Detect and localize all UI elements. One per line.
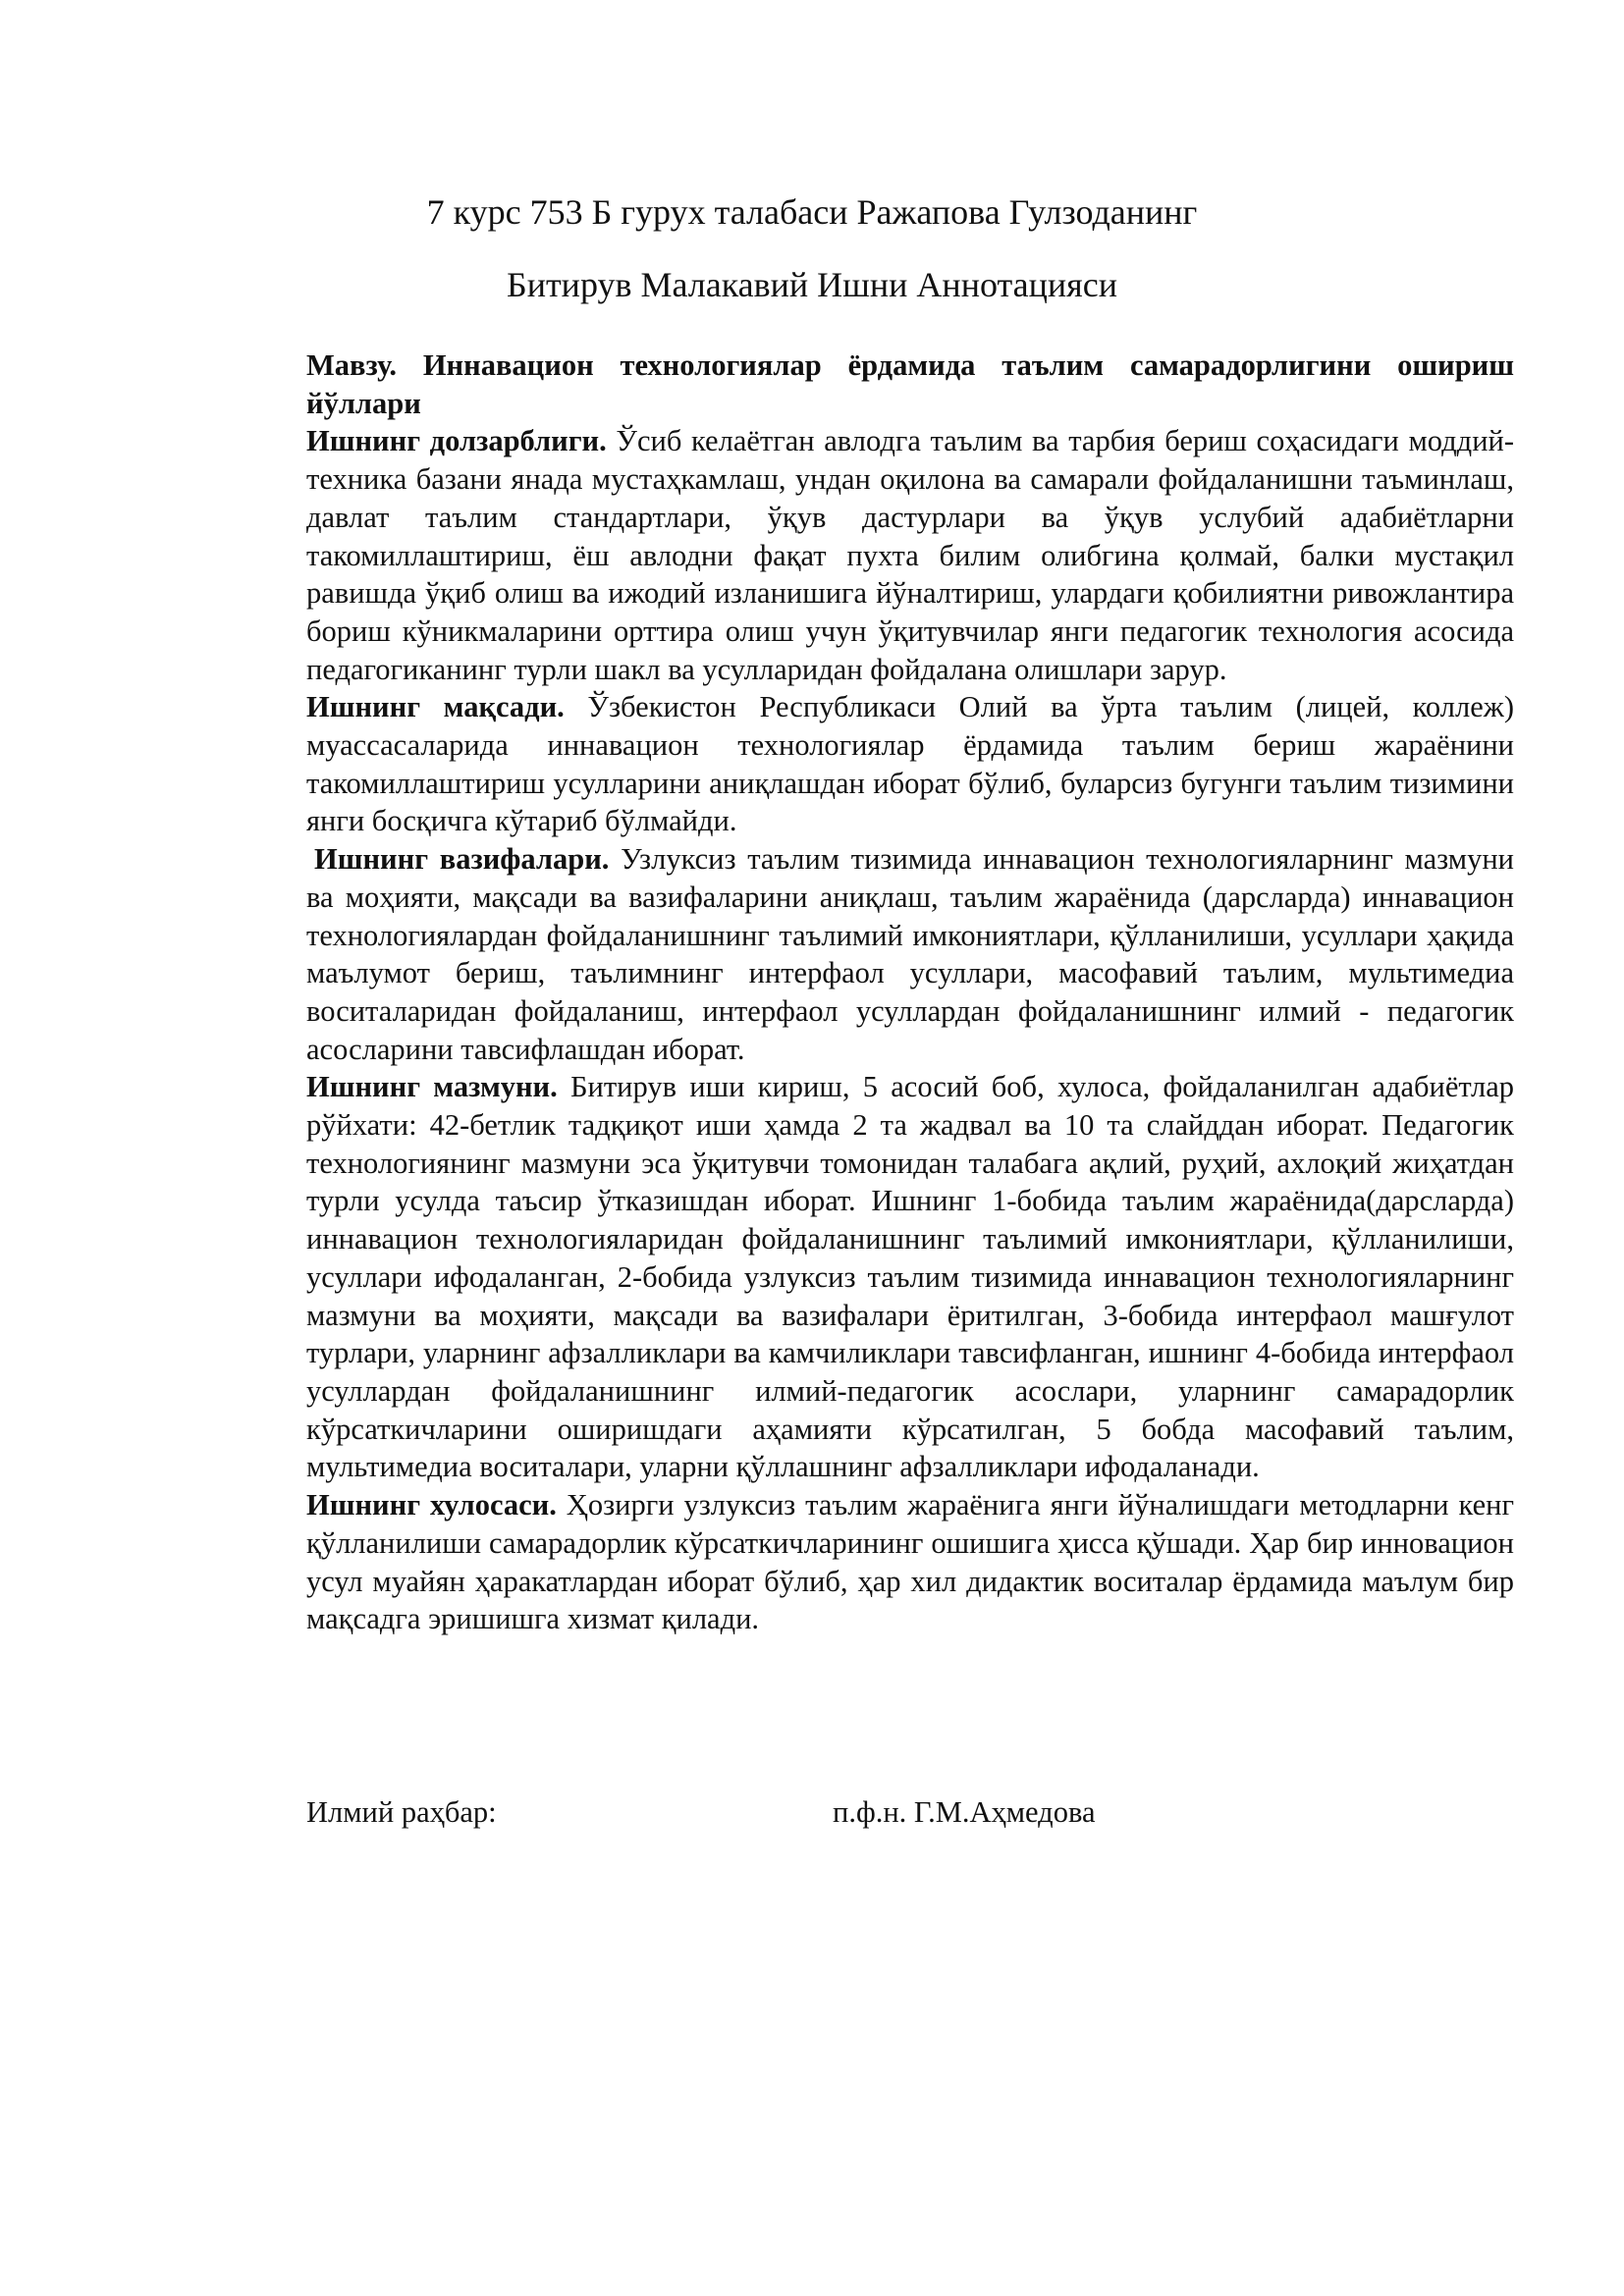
section-content — [306, 1068, 1514, 1486]
document-title — [0, 192, 1624, 304]
section-content-text: Битирув иши кириш, 5 асосий боб, хулоса, фойдаланилган адабиётлар рўйхати: 42-бетлик тадқиқот иши ҳамда 2 та жадвал ва 10 та слайддан иборат. Педагогик технологиянинг мазмуни эса ўқитувчи томонидан талабага ақлий, руҳий, ахлоқий жиҳатдан турли усулда таъсир ўтказишдан иборат. Ишнинг 1-бобида таълим жараёнида(дарсларда) иннавацион технологияларидан фойдаланишнинг таълимий имкониятлари, қўлланилиши, усуллари ифодаланган, 2-бобида узлуксиз таълим тизимида иннавацион технологияларнинг мазмуни ва моҳияти, мақсади ва вазифалари ёритилган, 3-бобида интерфаол машғулот турлари, уларнинг афзалликлари ва камчиликлари тавсифланган, ишнинг 4-бобида интерфаол усуллардан фойдаланишнинг илмий-педагогик асослари, уларнинг самарадорлик кўрсаткичларини оширишдаги аҳамияти кўрсатилган, 5 бобда масофавий таълим, мультимедиа воситалари, уларни қўллашнинг афзалликлари ифодаланади. — [306, 1070, 1514, 1484]
section-topic-text: Иннавацион технологиялар ёрдамида таълим самарадорлигини ошириш йўллари — [306, 348, 1514, 420]
section-relevance — [306, 422, 1514, 688]
section-goal-label: Ишнинг мақсади. — [306, 690, 565, 724]
section-relevance-text: Ўсиб келаётган авлодга таълим ва тарбия бериш соҳасидаги моддий-техника базани янада мустаҳкамлаш, ундан оқилона ва самарали фойдаланишни таъминлаш, давлат таълим стандартлари, ўқув дастурлари ва ўқув услубий адабиётларни такомиллаштириш, ёш авлодни фақат пухта билим олибгина қолмай, балки мустақил равишда ўқиб олиш ва ижодий изланишига йўналтириш, улардаги қобилиятни ривожлантира бориш кўникмаларини орттира олиш учун ўқитувчилар янги педагогик технология асосида педагогиканинг турли шакл ва усулларидан фойдалана олишлари зарур. — [306, 424, 1515, 686]
annotation-body — [306, 347, 1514, 1638]
section-content-label: Ишнинг мазмуни. — [306, 1070, 558, 1104]
section-conclusion-text: Ҳозирги узлуксиз таълим жараёнига янги йўналишдаги методларни кенг қўлланилиши самарадорлик кўрсаткичларининг ошишига ҳисса қўшади. Ҳар бир инновацион усул муайян ҳаракатлардан иборат бўлиб, ҳар хил дидактик воситалар ёрдамида маълум бир мақсадга эришишга хизмат қилади. — [306, 1488, 1514, 1636]
title-line-2: Битирув Малакавий Ишни Аннотацияси — [507, 265, 1117, 304]
section-goal — [306, 688, 1514, 840]
section-tasks-text: Узлуксиз таълим тизимида иннавацион технологияларнинг мазмуни ва моҳияти, мақсади ва вазифаларини аниқлаш, таълим жараёнида (дарсларда) иннавацион технологиялардан фойдаланишнинг таълимий имкониятлари, қўлланилиши, усуллари ҳақида маълумот бериш, таълимнинг интерфаол усуллари, масофавий таълим, мультимедиа воситаларидан фойдаланиш, интерфаол усуллардан фойдаланишнинг илмий - педагогик асосларини тавсифлашдан иборат. — [306, 842, 1514, 1066]
supervisor-name: п.ф.н. Г.М.Аҳмедова — [833, 1795, 1096, 1829]
section-conclusion — [306, 1486, 1514, 1638]
title-line-1: 7 курс 753 Б гурух талабаси Ражапова Гулзоданинг — [426, 192, 1198, 232]
supervisor-role: Илмий раҳбар: — [306, 1795, 497, 1829]
section-goal-text: Ўзбекистон Республикаси Олий ва ўрта таълим (лицей, коллеж) муассасаларида иннавацион технологиялар ёрдамида таълим бериш жараёнини такомиллаштириш усулларини аниқлашдан иборат бўлиб, буларсиз бугунги таълим тизимини янги босқичга кўтариб бўлмайди. — [306, 690, 1514, 838]
section-tasks-label: Ишнинг вазифалари. — [314, 842, 610, 877]
section-conclusion-label: Ишнинг хулосаси. — [306, 1488, 557, 1522]
section-topic — [306, 347, 1514, 422]
section-tasks — [306, 840, 1514, 1068]
section-topic-label: Мавзу. — [306, 348, 397, 382]
section-relevance-label: Ишнинг долзарблиги. — [306, 424, 607, 458]
